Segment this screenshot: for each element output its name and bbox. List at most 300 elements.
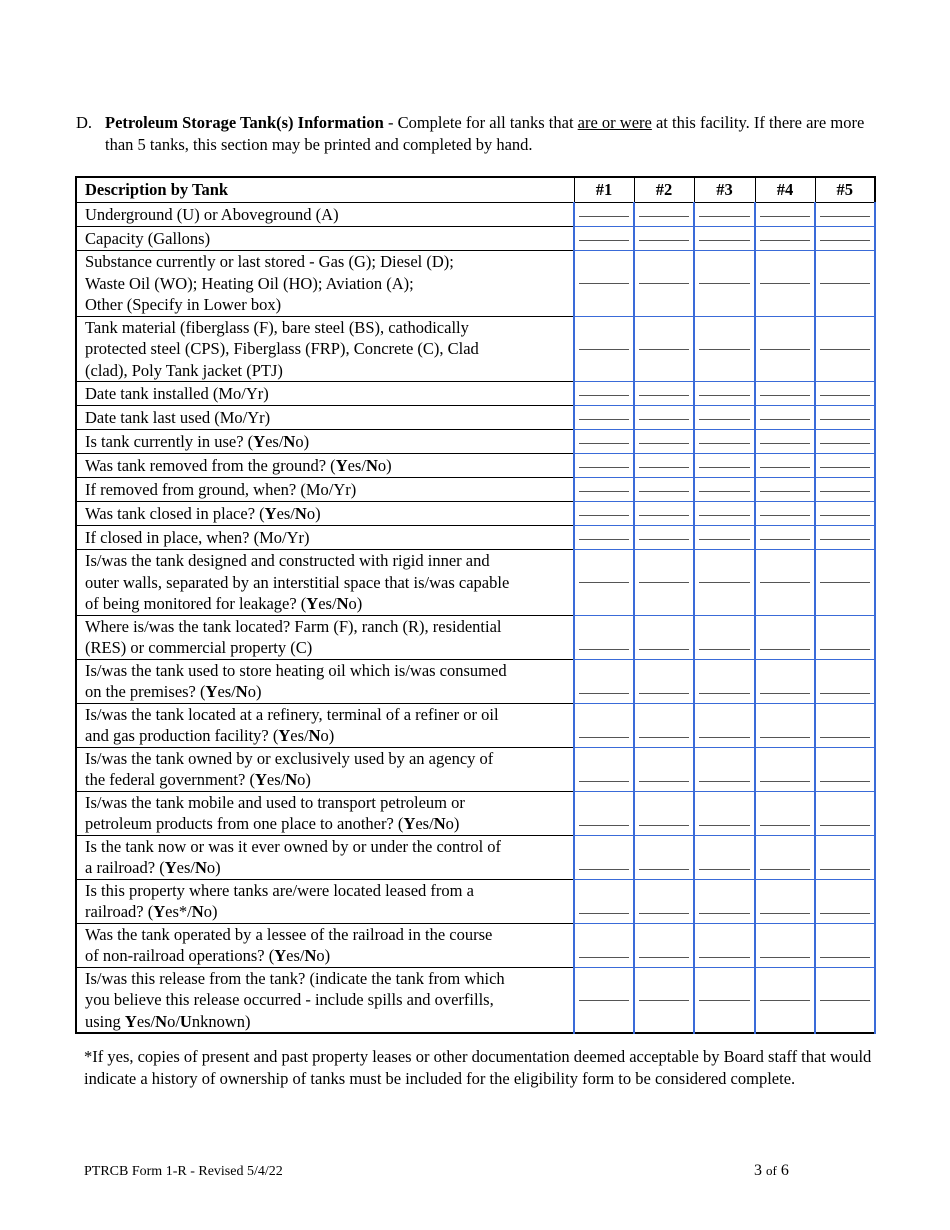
answer-underline bbox=[699, 240, 750, 241]
tank-2-answer-field[interactable] bbox=[634, 615, 694, 659]
answer-underline bbox=[579, 216, 629, 217]
description-line: Date tank last used (Mo/Yr) bbox=[85, 407, 271, 427]
answer-underline bbox=[820, 869, 870, 870]
table-row bbox=[76, 227, 875, 251]
tank-3-answer-field[interactable] bbox=[694, 791, 755, 835]
table-body bbox=[76, 203, 875, 1034]
answer-underline bbox=[579, 649, 629, 650]
description-line: Is/was the tank used to store heating oil which is/was consumed bbox=[85, 660, 507, 680]
answer-underline bbox=[639, 582, 689, 583]
answer-underline bbox=[820, 1000, 870, 1001]
tank-2-answer-field[interactable] bbox=[634, 550, 694, 616]
answer-underline bbox=[579, 957, 629, 958]
header-tank-1: #1 bbox=[574, 177, 634, 203]
table-header-row bbox=[76, 177, 875, 203]
table-row bbox=[76, 382, 875, 406]
tank-1-answer-field[interactable] bbox=[574, 227, 634, 251]
tank-3-answer-field[interactable] bbox=[694, 550, 755, 616]
description-line: protected steel (CPS), Fiberglass (FRP), Concrete (C), Clad bbox=[85, 339, 479, 358]
tank-3-answer-field[interactable] bbox=[694, 382, 755, 406]
answer-underline bbox=[639, 781, 689, 782]
answer-underline bbox=[639, 515, 689, 516]
tank-4-answer-field[interactable] bbox=[755, 526, 815, 550]
answer-underline bbox=[639, 737, 689, 738]
row-description bbox=[76, 526, 574, 550]
description-line: Is/was the tank mobile and used to transport petroleum or bbox=[85, 792, 465, 812]
description-line: of being monitored for leakage? (Yes/No) bbox=[85, 594, 363, 613]
answer-underline bbox=[699, 737, 750, 738]
tank-5-answer-field[interactable] bbox=[815, 923, 875, 967]
answer-underline bbox=[639, 419, 689, 420]
tank-5-answer-field[interactable] bbox=[815, 406, 875, 430]
tank-1-answer-field[interactable] bbox=[574, 659, 634, 703]
tank-3-answer-field[interactable] bbox=[694, 227, 755, 251]
header-tank-2: #2 bbox=[634, 177, 694, 203]
tank-4-answer-field[interactable] bbox=[755, 791, 815, 835]
tank-5-answer-field[interactable] bbox=[815, 526, 875, 550]
answer-underline bbox=[760, 582, 810, 583]
description-line: Capacity (Gallons) bbox=[85, 228, 211, 248]
tank-4-answer-field[interactable] bbox=[755, 615, 815, 659]
table-row bbox=[76, 747, 875, 791]
answer-underline bbox=[699, 419, 750, 420]
tank-5-answer-field[interactable] bbox=[815, 791, 875, 835]
tank-4-answer-field[interactable] bbox=[755, 923, 815, 967]
page-of: of bbox=[766, 1163, 777, 1178]
table-row bbox=[76, 203, 875, 227]
table-row bbox=[76, 835, 875, 879]
tank-3-answer-field[interactable] bbox=[694, 406, 755, 430]
page-indicator bbox=[754, 1162, 789, 1180]
answer-underline bbox=[639, 395, 689, 396]
tank-2-answer-field[interactable] bbox=[634, 923, 694, 967]
answer-underline bbox=[579, 395, 629, 396]
answer-underline bbox=[639, 825, 689, 826]
tank-5-answer-field[interactable] bbox=[815, 835, 875, 879]
answer-underline bbox=[760, 349, 810, 350]
answer-underline bbox=[639, 283, 689, 284]
answer-underline bbox=[639, 869, 689, 870]
row-description bbox=[76, 478, 574, 502]
description-line: railroad? (Yes*/No) bbox=[85, 902, 218, 921]
tank-1-answer-field[interactable] bbox=[574, 923, 634, 967]
header-description: Description by Tank bbox=[76, 177, 574, 203]
answer-underline bbox=[699, 443, 750, 444]
tank-3-answer-field[interactable] bbox=[694, 923, 755, 967]
answer-underline bbox=[820, 283, 870, 284]
answer-underline bbox=[579, 825, 629, 826]
answer-underline bbox=[579, 515, 629, 516]
row-description bbox=[76, 967, 574, 1033]
tank-1-answer-field[interactable] bbox=[574, 316, 634, 382]
answer-underline bbox=[760, 737, 810, 738]
tank-3-answer-field[interactable] bbox=[694, 502, 755, 526]
tank-5-answer-field[interactable] bbox=[815, 316, 875, 382]
row-description bbox=[76, 703, 574, 747]
description-line: Is/was the tank designed and constructed with rigid inner and bbox=[85, 551, 490, 570]
description-line: Underground (U) or Aboveground (A) bbox=[85, 204, 339, 224]
tank-4-answer-field[interactable] bbox=[755, 835, 815, 879]
tank-2-answer-field[interactable] bbox=[634, 406, 694, 430]
tank-2-answer-field[interactable] bbox=[634, 478, 694, 502]
tank-1-answer-field[interactable] bbox=[574, 703, 634, 747]
header-tank-5: #5 bbox=[815, 177, 875, 203]
header-tank-4: #4 bbox=[755, 177, 815, 203]
description-line: Is/was this release from the tank? (indicate the tank from which bbox=[85, 968, 505, 988]
tank-information-table bbox=[75, 176, 876, 1034]
tank-2-answer-field[interactable] bbox=[634, 659, 694, 703]
tank-1-answer-field[interactable] bbox=[574, 615, 634, 659]
answer-underline bbox=[760, 869, 810, 870]
description-line: the federal government? (Yes/No) bbox=[85, 770, 311, 789]
tank-5-answer-field[interactable] bbox=[815, 227, 875, 251]
answer-underline bbox=[579, 349, 629, 350]
row-description bbox=[76, 659, 574, 703]
answer-underline bbox=[760, 539, 810, 540]
tank-5-answer-field[interactable] bbox=[815, 615, 875, 659]
description-line: Date tank installed (Mo/Yr) bbox=[85, 383, 269, 403]
tank-2-answer-field[interactable] bbox=[634, 703, 694, 747]
answer-underline bbox=[820, 913, 870, 914]
answer-underline bbox=[760, 216, 810, 217]
row-description bbox=[76, 747, 574, 791]
tank-5-answer-field[interactable] bbox=[815, 550, 875, 616]
description-line: petroleum products from one place to another? (Yes/No) bbox=[85, 814, 460, 833]
row-description bbox=[76, 615, 574, 659]
tank-1-answer-field[interactable] bbox=[574, 203, 634, 227]
table-row bbox=[76, 879, 875, 923]
tank-4-answer-field[interactable] bbox=[755, 382, 815, 406]
answer-underline bbox=[760, 649, 810, 650]
tank-2-answer-field[interactable] bbox=[634, 454, 694, 478]
tank-5-answer-field[interactable] bbox=[815, 967, 875, 1033]
tank-4-answer-field[interactable] bbox=[755, 406, 815, 430]
row-description bbox=[76, 251, 574, 317]
answer-underline bbox=[579, 419, 629, 420]
tank-1-answer-field[interactable] bbox=[574, 478, 634, 502]
answer-underline bbox=[579, 1000, 629, 1001]
tank-4-answer-field[interactable] bbox=[755, 550, 815, 616]
answer-underline bbox=[760, 240, 810, 241]
answer-underline bbox=[699, 582, 750, 583]
answer-underline bbox=[639, 913, 689, 914]
description-line: (RES) or commercial property (C) bbox=[85, 638, 313, 657]
answer-underline bbox=[820, 515, 870, 516]
answer-underline bbox=[579, 539, 629, 540]
answer-underline bbox=[760, 395, 810, 396]
tank-3-answer-field[interactable] bbox=[694, 203, 755, 227]
answer-underline bbox=[639, 349, 689, 350]
tank-4-answer-field[interactable] bbox=[755, 430, 815, 454]
tank-2-answer-field[interactable] bbox=[634, 526, 694, 550]
description-line: (clad), Poly Tank jacket (PTJ) bbox=[85, 360, 283, 380]
table-row bbox=[76, 316, 875, 382]
tank-2-answer-field[interactable] bbox=[634, 227, 694, 251]
answer-underline bbox=[699, 869, 750, 870]
answer-underline bbox=[820, 957, 870, 958]
answer-underline bbox=[639, 216, 689, 217]
description-line: of non-railroad operations? (Yes/No) bbox=[85, 946, 331, 965]
tank-1-answer-field[interactable] bbox=[574, 967, 634, 1033]
tank-5-answer-field[interactable] bbox=[815, 430, 875, 454]
tank-3-answer-field[interactable] bbox=[694, 967, 755, 1033]
footnote: *If yes, copies of present and past property leases or other documentation deemed acceptable by Board staff that would indicate a history of ownership of tanks must be included for the eligibility form to be considered complete. bbox=[84, 1047, 872, 1088]
description-line: Substance currently or last stored - Gas (G); Diesel (D); bbox=[85, 252, 454, 271]
answer-underline bbox=[579, 443, 629, 444]
tank-4-answer-field[interactable] bbox=[755, 251, 815, 317]
section-intro-1: - Complete for all tanks that bbox=[383, 113, 578, 132]
tank-3-answer-field[interactable] bbox=[694, 478, 755, 502]
row-description bbox=[76, 502, 574, 526]
table-row bbox=[76, 526, 875, 550]
answer-underline bbox=[639, 649, 689, 650]
tank-2-answer-field[interactable] bbox=[634, 967, 694, 1033]
row-description bbox=[76, 791, 574, 835]
tank-4-answer-field[interactable] bbox=[755, 316, 815, 382]
description-line: Where is/was the tank located? Farm (F), ranch (R), residential bbox=[85, 616, 502, 636]
answer-underline bbox=[579, 869, 629, 870]
answer-underline bbox=[579, 913, 629, 914]
answer-underline bbox=[639, 491, 689, 492]
answer-underline bbox=[820, 395, 870, 396]
answer-underline bbox=[699, 216, 750, 217]
tank-4-answer-field[interactable] bbox=[755, 502, 815, 526]
tank-2-answer-field[interactable] bbox=[634, 251, 694, 317]
description-line: Other (Specify in Lower box) bbox=[85, 295, 282, 314]
row-description bbox=[76, 879, 574, 923]
tank-4-answer-field[interactable] bbox=[755, 879, 815, 923]
tank-1-answer-field[interactable] bbox=[574, 550, 634, 616]
tank-5-answer-field[interactable] bbox=[815, 251, 875, 317]
answer-underline bbox=[639, 539, 689, 540]
tank-5-answer-field[interactable] bbox=[815, 203, 875, 227]
table-row bbox=[76, 502, 875, 526]
tank-1-answer-field[interactable] bbox=[574, 835, 634, 879]
answer-underline bbox=[760, 693, 810, 694]
description-line: Is/was the tank owned by or exclusively used by an agency of bbox=[85, 748, 494, 768]
tank-3-answer-field[interactable] bbox=[694, 747, 755, 791]
description-line: you believe this release occurred - include spills and overfills, bbox=[85, 990, 494, 1009]
answer-underline bbox=[699, 539, 750, 540]
answer-underline bbox=[699, 491, 750, 492]
answer-underline bbox=[699, 693, 750, 694]
answer-underline bbox=[699, 395, 750, 396]
tank-5-answer-field[interactable] bbox=[815, 502, 875, 526]
section-d-heading bbox=[76, 112, 876, 156]
answer-underline bbox=[760, 491, 810, 492]
section-intro-2: at this facility. If there are more than 5 tanks, this section may be printed and completed by hand. bbox=[105, 113, 865, 154]
tank-4-answer-field[interactable] bbox=[755, 203, 815, 227]
answer-underline bbox=[639, 957, 689, 958]
answer-underline bbox=[699, 957, 750, 958]
table-row bbox=[76, 478, 875, 502]
answer-underline bbox=[639, 443, 689, 444]
description-line: If closed in place, when? (Mo/Yr) bbox=[85, 527, 310, 547]
tank-3-answer-field[interactable] bbox=[694, 316, 755, 382]
answer-underline bbox=[699, 349, 750, 350]
row-description bbox=[76, 430, 574, 454]
tank-2-answer-field[interactable] bbox=[634, 502, 694, 526]
tank-1-answer-field[interactable] bbox=[574, 454, 634, 478]
answer-underline bbox=[820, 240, 870, 241]
tank-2-answer-field[interactable] bbox=[634, 879, 694, 923]
answer-underline bbox=[699, 649, 750, 650]
tank-5-answer-field[interactable] bbox=[815, 747, 875, 791]
header-tank-3: #3 bbox=[694, 177, 755, 203]
tank-2-answer-field[interactable] bbox=[634, 316, 694, 382]
answer-underline bbox=[820, 467, 870, 468]
answer-underline bbox=[639, 240, 689, 241]
answer-underline bbox=[699, 283, 750, 284]
description-line: Is/was the tank located at a refinery, terminal of a refiner or oil bbox=[85, 704, 499, 724]
tank-2-answer-field[interactable] bbox=[634, 203, 694, 227]
answer-underline bbox=[760, 825, 810, 826]
tank-5-answer-field[interactable] bbox=[815, 478, 875, 502]
row-description bbox=[76, 203, 574, 227]
description-line: on the premises? (Yes/No) bbox=[85, 682, 262, 701]
answer-underline bbox=[699, 1000, 750, 1001]
form-id: PTRCB Form 1-R - Revised 5/4/22 bbox=[84, 1164, 283, 1179]
answer-underline bbox=[820, 491, 870, 492]
answer-underline bbox=[579, 240, 629, 241]
tank-5-answer-field[interactable] bbox=[815, 703, 875, 747]
section-letter: D. bbox=[76, 113, 93, 132]
answer-underline bbox=[820, 649, 870, 650]
tank-2-answer-field[interactable] bbox=[634, 791, 694, 835]
answer-underline bbox=[639, 693, 689, 694]
tank-5-answer-field[interactable] bbox=[815, 382, 875, 406]
row-description bbox=[76, 316, 574, 382]
description-line: Is tank currently in use? (Yes/No) bbox=[85, 431, 310, 451]
answer-underline bbox=[579, 491, 629, 492]
tank-3-answer-field[interactable] bbox=[694, 835, 755, 879]
table-row bbox=[76, 406, 875, 430]
answer-underline bbox=[820, 737, 870, 738]
tank-2-answer-field[interactable] bbox=[634, 430, 694, 454]
tank-2-answer-field[interactable] bbox=[634, 382, 694, 406]
description-line: Was the tank operated by a lessee of the railroad in the course bbox=[85, 924, 493, 944]
tank-3-answer-field[interactable] bbox=[694, 703, 755, 747]
row-description bbox=[76, 923, 574, 967]
tank-4-answer-field[interactable] bbox=[755, 227, 815, 251]
answer-underline bbox=[820, 693, 870, 694]
row-description bbox=[76, 550, 574, 616]
tank-4-answer-field[interactable] bbox=[755, 659, 815, 703]
tank-3-answer-field[interactable] bbox=[694, 615, 755, 659]
row-description bbox=[76, 227, 574, 251]
answer-underline bbox=[699, 515, 750, 516]
tank-1-answer-field[interactable] bbox=[574, 502, 634, 526]
tank-1-answer-field[interactable] bbox=[574, 382, 634, 406]
tank-2-answer-field[interactable] bbox=[634, 747, 694, 791]
description-line: If removed from ground, when? (Mo/Yr) bbox=[85, 479, 357, 499]
tank-5-answer-field[interactable] bbox=[815, 454, 875, 478]
page-number: 3 bbox=[754, 1162, 762, 1179]
answer-underline bbox=[579, 781, 629, 782]
tank-2-answer-field[interactable] bbox=[634, 835, 694, 879]
answer-underline bbox=[820, 825, 870, 826]
tank-4-answer-field[interactable] bbox=[755, 454, 815, 478]
answer-underline bbox=[699, 467, 750, 468]
table-row bbox=[76, 454, 875, 478]
tank-5-answer-field[interactable] bbox=[815, 879, 875, 923]
tank-1-answer-field[interactable] bbox=[574, 251, 634, 317]
tank-4-answer-field[interactable] bbox=[755, 703, 815, 747]
description-line: Was tank removed from the ground? (Yes/No) bbox=[85, 455, 392, 475]
tank-4-answer-field[interactable] bbox=[755, 478, 815, 502]
page-total: 6 bbox=[780, 1162, 789, 1179]
answer-underline bbox=[699, 825, 750, 826]
table-row bbox=[76, 923, 875, 967]
answer-underline bbox=[699, 781, 750, 782]
tank-3-answer-field[interactable] bbox=[694, 454, 755, 478]
table-row bbox=[76, 791, 875, 835]
table-row bbox=[76, 251, 875, 317]
tank-1-answer-field[interactable] bbox=[574, 430, 634, 454]
description-line: outer walls, separated by an interstitial space that is/was capable bbox=[85, 572, 510, 592]
tank-3-answer-field[interactable] bbox=[694, 526, 755, 550]
row-description bbox=[76, 454, 574, 478]
answer-underline bbox=[820, 582, 870, 583]
answer-underline bbox=[760, 283, 810, 284]
table-row bbox=[76, 430, 875, 454]
answer-underline bbox=[760, 781, 810, 782]
tank-1-answer-field[interactable] bbox=[574, 879, 634, 923]
tank-1-answer-field[interactable] bbox=[574, 526, 634, 550]
tank-3-answer-field[interactable] bbox=[694, 251, 755, 317]
answer-underline bbox=[579, 582, 629, 583]
tank-4-answer-field[interactable] bbox=[755, 747, 815, 791]
description-line: Waste Oil (WO); Heating Oil (HO); Aviation (A); bbox=[85, 273, 414, 293]
answer-underline bbox=[760, 913, 810, 914]
answer-underline bbox=[579, 467, 629, 468]
description-line: Tank material (fiberglass (F), bare steel (BS), cathodically bbox=[85, 317, 469, 337]
answer-underline bbox=[639, 467, 689, 468]
tank-3-answer-field[interactable] bbox=[694, 430, 755, 454]
answer-underline bbox=[760, 957, 810, 958]
row-description bbox=[76, 835, 574, 879]
tank-3-answer-field[interactable] bbox=[694, 879, 755, 923]
answer-underline bbox=[760, 419, 810, 420]
answer-underline bbox=[579, 737, 629, 738]
tank-1-answer-field[interactable] bbox=[574, 791, 634, 835]
answer-underline bbox=[760, 1000, 810, 1001]
answer-underline bbox=[820, 443, 870, 444]
tank-1-answer-field[interactable] bbox=[574, 406, 634, 430]
answer-underline bbox=[760, 443, 810, 444]
answer-underline bbox=[820, 539, 870, 540]
tank-1-answer-field[interactable] bbox=[574, 747, 634, 791]
answer-underline bbox=[820, 216, 870, 217]
row-description bbox=[76, 406, 574, 430]
answer-underline bbox=[820, 349, 870, 350]
section-intro-underlined: are or were bbox=[577, 113, 652, 132]
description-line: using Yes/No/Unknown) bbox=[85, 1011, 251, 1031]
answer-underline bbox=[579, 693, 629, 694]
table-row bbox=[76, 550, 875, 616]
answer-underline bbox=[579, 283, 629, 284]
table-row bbox=[76, 703, 875, 747]
description-line: and gas production facility? (Yes/No) bbox=[85, 726, 335, 745]
answer-underline bbox=[639, 1000, 689, 1001]
answer-underline bbox=[760, 467, 810, 468]
answer-underline bbox=[820, 419, 870, 420]
answer-underline bbox=[820, 781, 870, 782]
tank-3-answer-field[interactable] bbox=[694, 659, 755, 703]
table-row bbox=[76, 967, 875, 1033]
tank-5-answer-field[interactable] bbox=[815, 659, 875, 703]
tank-4-answer-field[interactable] bbox=[755, 967, 815, 1033]
